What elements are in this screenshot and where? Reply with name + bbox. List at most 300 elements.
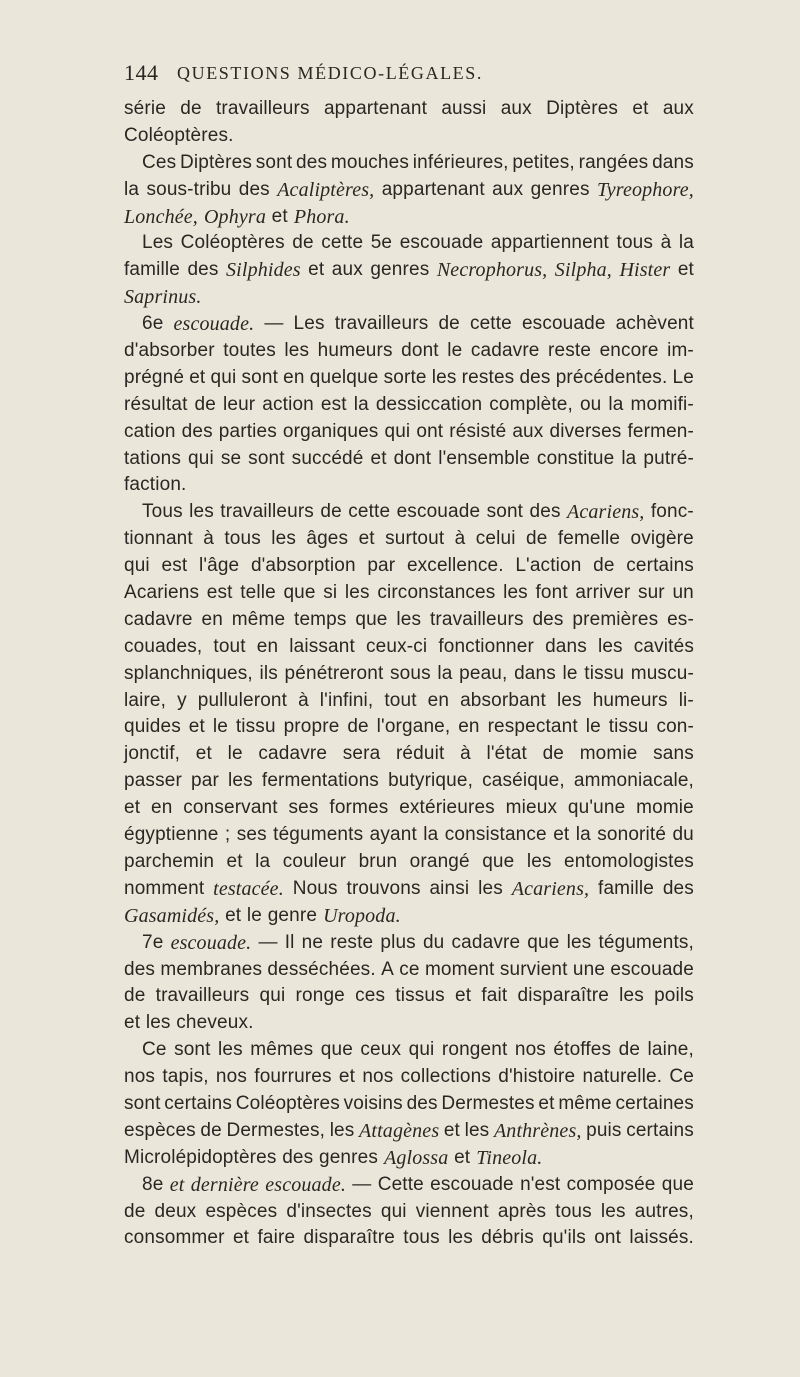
word: premières [572,608,659,630]
word: genres [530,178,590,200]
word: laissés. [629,1227,694,1249]
word: 7e [142,931,164,953]
word: cette [321,232,364,254]
word: le [227,743,243,765]
italic-word: Necrophorus, [436,259,548,282]
word: de [124,1200,146,1222]
word: laissant [289,635,355,657]
word: faction. [124,474,187,496]
word: et [553,824,570,846]
word: genres [370,259,430,281]
word: débris [481,1227,534,1249]
word: la [621,447,637,469]
word: et [271,205,288,227]
text-line [124,1225,694,1252]
word: dans [652,151,694,173]
word: la [423,824,439,846]
word: leur [222,393,256,415]
word: est [206,582,233,604]
word: reste [548,340,592,362]
word: genre [267,904,318,926]
word: n'est [520,1173,561,1195]
text-line [124,741,694,768]
word: travailleurs [429,608,524,630]
italic-word: escouade. [265,1173,346,1196]
word: et [232,1227,250,1249]
text-line [124,204,694,231]
text-line [124,1037,694,1064]
word: qu'ils [542,1227,586,1249]
word: l'ensemble [438,447,530,469]
word: que [661,1173,694,1195]
word: et [454,1146,471,1168]
word: des [519,366,551,388]
word: inférieures, [412,151,509,173]
word: la [255,850,271,872]
word: certains [626,555,694,577]
word: tout [384,689,417,711]
word: tissu [608,716,649,738]
word: quelque [309,366,379,388]
word: le [562,662,578,684]
word: en [427,689,450,711]
text-line [124,930,694,957]
word: plus [380,931,416,953]
word: qui [188,447,214,469]
word: — [264,313,284,335]
text-line [124,1010,694,1037]
word: appartenant [323,98,428,119]
italic-word: Phora. [293,205,350,228]
italic-word: Tyreophore, [596,178,694,201]
word: tous [403,1227,440,1249]
word: action [262,393,314,415]
word: fonctionner [438,635,534,657]
word: travailleurs [155,985,250,1007]
word: Diptères [546,98,619,119]
word: ainsi [429,877,470,899]
word: tous [616,232,654,254]
text-line [124,392,694,419]
word: complète, [489,393,573,415]
word: qui [380,1200,407,1222]
text-line [124,903,694,930]
word: les [218,1039,243,1061]
word: la [353,393,369,415]
word: ou [579,393,602,415]
word: font [535,582,568,604]
word: qui [124,555,150,577]
word: L'action [515,555,582,577]
word: espèces [205,1200,278,1222]
italic-word: dernière [190,1173,259,1196]
word: à [454,528,466,550]
word: travailleurs [215,98,310,119]
word: espèces [124,1119,196,1141]
word: muscu- [630,662,694,684]
word: que [527,931,560,953]
word: les [566,931,592,953]
word: des [662,877,694,899]
word: poils [654,985,694,1007]
word: tapis, [162,1066,209,1088]
word: le [246,904,263,926]
word: disparaître [303,1227,395,1249]
word: les [396,608,422,630]
word: famille [124,259,180,281]
text-line [124,1064,694,1091]
word: les [503,582,528,604]
word: de [438,313,460,335]
word: cette [348,501,391,523]
word: y [177,689,187,711]
word: Il [284,931,295,953]
word: passer [124,770,182,792]
text-line [124,472,694,499]
word: tissu [584,662,625,684]
word: caséique, [482,770,565,792]
text-line [124,526,694,553]
word: laine, [647,1039,694,1061]
word: cheveux. [176,1012,254,1034]
word: escouade [430,1173,514,1195]
text-line [124,1172,694,1199]
word: desséchées. [267,958,376,980]
word: escouade [610,958,694,980]
word: tout [213,635,246,657]
word: de [124,985,146,1007]
word: tissu [235,716,276,738]
italic-word: et [169,1173,185,1196]
word: disparaître [517,985,609,1007]
word: qui [408,1039,435,1061]
word: les [329,1119,355,1141]
italic-word: Lonchée, [124,205,198,228]
word: Le [672,366,694,388]
running-title: QUESTIONS MÉDICO-LÉGALES. [177,63,483,83]
italic-word: Acaliptères, [277,178,375,201]
word: les [284,340,310,362]
word: et [124,1012,141,1034]
word: Dermestes, [226,1119,326,1141]
word: organiques [282,420,379,442]
word: les [228,770,253,792]
word: en [283,366,305,388]
word: famille [598,877,654,899]
word: et [358,528,375,550]
word: et [677,259,694,281]
word: absorbant [460,689,546,711]
word: moment [424,958,495,980]
word: sans [653,743,694,765]
word: Nous [292,877,338,899]
word: ceux-ci [366,635,428,657]
word: genres [318,1146,378,1168]
italic-word: Uropoda. [323,904,401,927]
word: de [194,393,216,415]
word: l'infini, [319,689,374,711]
word: à [298,689,309,711]
word: ; [224,824,231,846]
word: con- [656,716,694,738]
body-text [124,96,694,1252]
word: qui [210,366,237,388]
word: un [672,582,694,604]
word: Acariens [124,582,200,604]
word: série [124,98,166,119]
word: l'organe, [376,716,451,738]
word: les [448,1227,473,1249]
word: aux [492,178,524,200]
word: tous [555,1200,592,1222]
word: de [542,743,565,765]
italic-word: Acariens, [511,877,590,900]
word: de [180,98,202,119]
word: es- [667,608,694,630]
word: qu'une [567,797,626,819]
word: encore [599,340,659,362]
italic-word: testacée. [213,877,284,900]
word: sous-tribu [146,178,232,200]
text-line [124,257,694,284]
word: téguments, [598,931,694,953]
word: tations [124,447,182,469]
word: des [532,608,564,630]
word: consistance [444,824,547,846]
word: les [619,985,644,1007]
word: les [271,528,296,550]
word: d'absorption [250,555,356,577]
word: âges [306,528,349,550]
page-header [124,60,694,90]
word: des [406,1092,438,1114]
word: téguments [273,824,364,846]
word: rangées [578,151,649,173]
word: mouches [330,151,410,173]
word: cadavre [470,340,540,362]
word: des [296,151,328,173]
word: Diptères [180,151,252,173]
text-line [124,661,694,688]
word: la [608,393,624,415]
word: 5e [370,232,393,254]
word: dans [545,635,587,657]
word: li- [678,689,694,711]
word: cation [124,420,176,442]
word: à [203,528,214,550]
word: se [220,447,242,469]
word: et [370,447,387,469]
word: de [525,528,548,550]
word: appartiennent [490,232,609,254]
word: et [189,366,206,388]
word: nos [124,1066,156,1088]
word: Tous [142,501,183,523]
word: faire [257,1227,296,1249]
word: extérieures [399,797,495,819]
word: des [238,178,270,200]
word: ceux [360,1039,402,1061]
word: par [191,770,219,792]
word: humeurs [317,340,393,362]
word: de [200,1119,222,1141]
word: pulluleront [197,689,288,711]
word: les [600,1200,626,1222]
text-line [124,580,694,607]
word: les [145,1012,171,1034]
word: Dermestes [441,1092,535,1114]
word: cavités [633,635,694,657]
word: résisté [449,420,507,442]
word: de [593,555,615,577]
page-number: 144 [124,60,159,85]
word: dont [393,447,432,469]
text-line [124,983,694,1010]
word: ne [301,931,324,953]
word: de [292,232,314,254]
text-line [124,365,694,392]
word: ont [594,1227,622,1249]
word: fermentations [261,770,379,792]
word: et [308,259,325,281]
word: nos [514,1039,546,1061]
word: même [558,1092,612,1114]
text-line [124,607,694,634]
word: sera [342,743,381,765]
word: ils [259,662,278,684]
word: certaines [615,1092,694,1114]
word: l'âge [198,555,240,577]
word: les [478,877,503,899]
word: qui [384,420,411,442]
word: rongent [441,1039,508,1061]
word: que [482,850,515,872]
word: et [632,98,649,119]
word: dessiccation [375,393,483,415]
word: aussi [441,98,487,119]
word: im- [667,340,694,362]
word: cadavre [451,931,521,953]
word: trouvons [346,877,421,899]
word: en [458,716,480,738]
word: Les [142,232,174,254]
word: orangé [409,850,470,872]
word: couades, [124,635,203,657]
text-line [124,1091,694,1118]
word: prégné [124,366,185,388]
word: restes [461,366,515,388]
word: Coléoptères [180,232,285,254]
word: ce [399,958,420,980]
word: naturelle. [582,1066,663,1088]
word: succédé [291,447,364,469]
word: la [575,824,591,846]
italic-word: Silpha, [554,259,612,282]
word: reste [330,931,374,953]
word: ammoniacale, [573,770,694,792]
text-line [124,123,694,150]
text-line [124,849,694,876]
word: surtout [385,528,445,550]
word: A [381,958,394,980]
word: pénétreront [284,662,384,684]
word: les [431,366,457,388]
text-line [124,795,694,822]
word: les [556,689,582,711]
word: celui [475,528,516,550]
word: fait [481,985,508,1007]
word: jonctif, [124,743,181,765]
word: de [618,1039,641,1061]
word: d'histoire [498,1066,576,1088]
word: — [258,931,278,953]
text-line [124,150,694,177]
word: dont [401,340,439,362]
word: formes [329,797,389,819]
word: résultat [124,393,188,415]
word: ont [416,420,444,442]
word: précédentes. [555,366,668,388]
word: cette [469,313,512,335]
word: à [460,743,471,765]
word: voisins [343,1092,403,1114]
word: à [660,232,672,254]
word: laire, [124,689,167,711]
word: et [225,904,242,926]
word: momie [636,797,694,819]
word: en [150,797,173,819]
text-line [124,688,694,715]
word: sont [174,1039,211,1061]
italic-word: Saprinus. [124,286,202,309]
italic-word: Anthrènes, [493,1119,582,1142]
word: après [497,1200,547,1222]
text-line [124,1199,694,1226]
word: nos [215,1066,248,1088]
word: les [526,850,552,872]
word: circonstances [377,582,496,604]
word: que [283,582,316,604]
word: du [422,931,445,953]
word: tissus [395,985,445,1007]
text-line [124,957,694,984]
word: femelle [557,528,621,550]
text-line [124,553,694,580]
word: constitue [536,447,615,469]
word: cadavre [124,608,193,630]
word: ovigère [630,528,694,550]
text-line [124,96,694,123]
text-line [124,822,694,849]
word: escouade [521,313,606,335]
italic-word: Attagènes [359,1119,440,1142]
word: aux [662,98,694,119]
word: aux [500,98,532,119]
word: les [464,1119,490,1141]
word: humeurs [592,689,668,711]
text-line [124,768,694,795]
word: peau, [459,662,508,684]
word: en [256,635,279,657]
word: les [597,635,623,657]
word: aux [331,259,363,281]
word: mieux [505,797,558,819]
word: momie [579,743,638,765]
word: butyrique, [388,770,474,792]
word: ces [355,985,386,1007]
italic-word: Ophyra [203,205,266,228]
text-line [124,634,694,661]
